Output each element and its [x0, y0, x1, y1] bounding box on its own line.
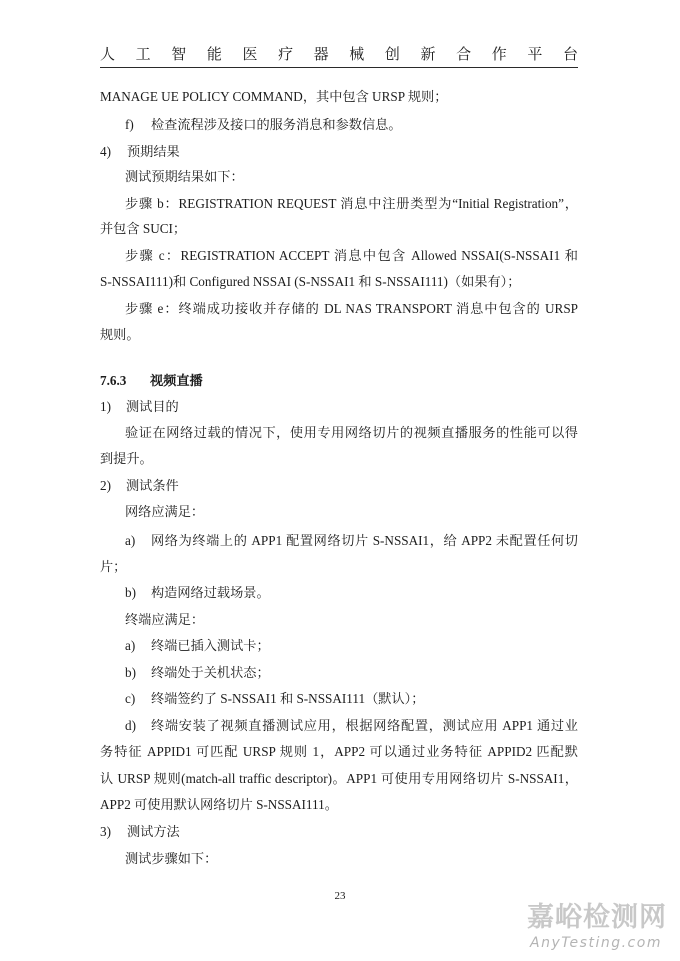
network-item-a-line-2: 片； — [100, 559, 127, 574]
expected-results-heading — [100, 142, 578, 162]
expected-results-intro: 测试预期结果如下： — [125, 169, 244, 184]
step-e-line-2: 规则。 — [100, 327, 140, 342]
watermark-english: AnyTesting.com — [530, 935, 662, 951]
conditions-heading — [100, 476, 578, 496]
terminal-item-d-line-2: 务特征 APPID1 可匹配 URSP 规则 1，APP2 可以通过业务特征 APPID2 匹配默 — [100, 744, 578, 759]
terminal-item-d-line-3: 认 URSP 规则(match-all traffic descriptor)。APP1 可使用专用网络切片 S-NSSAI1， — [100, 771, 578, 786]
step-c-line-1: 步骤 c：REGISTRATION ACCEPT 消息中包含 Allowed NSSAI(S-NSSAI1 和 — [125, 248, 578, 263]
page-number: 23 — [334, 890, 346, 902]
terminal-item-c-marker: c) — [125, 691, 136, 706]
purpose-title: 测试目的 — [126, 399, 179, 414]
purpose-line-1: 验证在网络过载的情况下，使用专用网络切片的视频直播服务的性能可以得 — [125, 425, 578, 440]
terminal-item-b-marker: b) — [125, 665, 136, 680]
terminal-item-d-line-1: 终端安装了视频直播测试应用，根据网络配置，测试应用 APP1 通过业 — [151, 718, 578, 733]
terminal-item-c — [125, 689, 578, 709]
network-item-b-text: 构造网络过载场景。 — [151, 585, 270, 600]
expected-results-title: 预期结果 — [127, 144, 180, 159]
conditions-title: 测试条件 — [126, 478, 179, 493]
purpose-marker: 1) — [100, 399, 111, 414]
section-title: 视频直播 — [150, 373, 203, 388]
expected-results-marker: 4) — [100, 144, 111, 159]
purpose-line-2: 到提升。 — [100, 451, 153, 466]
network-item-b-marker: b) — [125, 585, 136, 600]
step-f-item — [125, 115, 578, 135]
method-intro: 测试步骤如下： — [125, 851, 218, 866]
section-number: 7.6.3 — [100, 373, 127, 388]
step-b-line-1: 步骤 b：REGISTRATION REQUEST 消息中注册类型为“Initial Registration”， — [125, 196, 578, 211]
network-item-a-marker: a) — [125, 533, 136, 548]
terminal-item-c-text: 终端签约了 S-NSSAI1 和 S-NSSAI111（默认）； — [151, 691, 425, 706]
method-marker: 3) — [100, 824, 111, 839]
conditions-marker: 2) — [100, 478, 111, 493]
header-divider — [100, 67, 578, 68]
method-heading — [100, 822, 578, 842]
step-continuation-line: MANAGE UE POLICY COMMAND，其中包含 URSP 规则； — [100, 89, 448, 104]
terminal-item-d — [125, 716, 578, 736]
step-c-line-2: S-NSSAI111)和 Configured NSSAI (S-NSSAI1 和 S-NSSAI111)（如果有）； — [100, 274, 521, 289]
running-header-title: 人 工 智 能 医 疗 器 械 创 新 合 作 平 台 — [100, 47, 578, 63]
terminal-item-b-text: 终端处于关机状态； — [151, 665, 270, 680]
terminal-item-a-text: 终端已插入测试卡； — [151, 638, 270, 653]
step-e-line-1: 步骤 e：终端成功接收并存储的 DL NAS TRANSPORT 消息中包含的 URSP — [125, 301, 578, 316]
terminal-item-a-marker: a) — [125, 638, 136, 653]
method-title: 测试方法 — [127, 824, 180, 839]
step-f-text: 检查流程涉及接口的服务消息和参数信息。 — [151, 117, 402, 132]
terminal-item-b — [125, 663, 578, 683]
purpose-heading — [100, 397, 578, 417]
step-f-marker: f) — [125, 117, 134, 132]
network-item-a — [125, 531, 578, 551]
step-b-line-2: 并包含 SUCI； — [100, 221, 187, 236]
terminal-item-d-marker: d) — [125, 718, 136, 733]
network-item-b — [125, 583, 578, 603]
terminal-requirements-intro: 终端应满足： — [125, 612, 205, 627]
section-heading — [100, 371, 578, 391]
terminal-item-a — [125, 636, 578, 656]
watermark-chinese: 嘉峪检测网 — [527, 902, 667, 933]
network-requirements-intro: 网络应满足： — [125, 504, 205, 519]
network-item-a-line-1: 网络为终端上的 APP1 配置网络切片 S-NSSAI1，给 APP2 未配置任何切 — [151, 533, 578, 548]
terminal-item-d-line-4: APP2 可使用默认网络切片 S-NSSAI111。 — [100, 797, 338, 812]
